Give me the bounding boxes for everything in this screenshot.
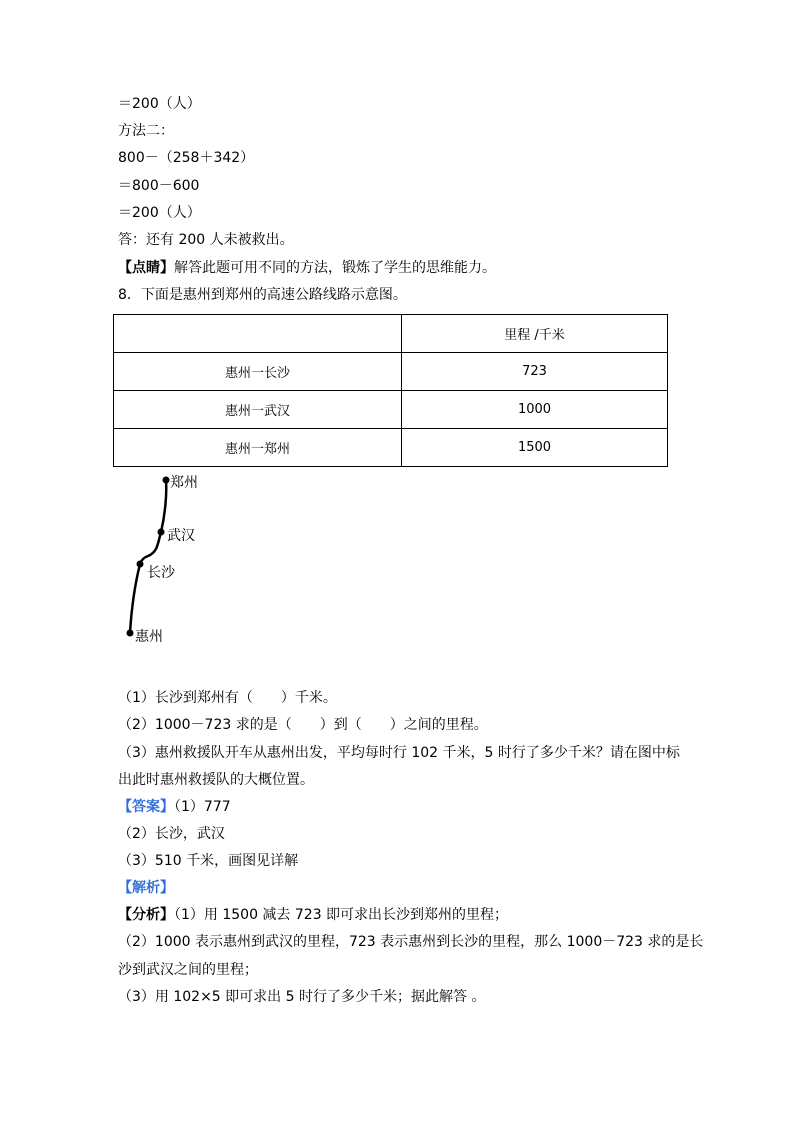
table-header-cell bbox=[114, 315, 402, 353]
table-row bbox=[114, 391, 668, 429]
answer-tag: 【答案】 bbox=[118, 799, 174, 815]
analysis-p1: （1）用 1500 减去 723 即可求出长沙到郑州的里程； bbox=[174, 907, 509, 923]
analysis-line-3: （3）用 102×5 即可求出 5 时行了多少千米；据此解答 。 bbox=[118, 989, 486, 1005]
question-8-title: 8．下面是惠州到郑州的高速公路线路示意图。 bbox=[118, 287, 407, 303]
map-label-changsha: 长沙 bbox=[147, 565, 175, 581]
table-cell-distance: 1000 bbox=[402, 391, 668, 429]
answer-2: （2）长沙，武汉 bbox=[118, 826, 225, 842]
table-cell-route: 惠州一郑州 bbox=[114, 429, 402, 467]
map-label-wuhan: 武汉 bbox=[167, 528, 195, 544]
question-1: （1）长沙到郑州有（ ）千米。 bbox=[118, 690, 337, 706]
analysis-line-2a: （2）1000 表示惠州到武汉的里程，723 表示惠州到长沙的里程，那么 1000－723 求的是长 bbox=[118, 934, 704, 950]
answer-3: （3）510 千米，画图见详解 bbox=[118, 853, 299, 869]
table-cell-distance: 723 bbox=[402, 353, 668, 391]
question-2: （2）1000－723 求的是（ ）到（ ）之间的里程。 bbox=[118, 717, 488, 733]
route-map bbox=[120, 470, 200, 645]
calc-line-3: 800－（258＋342） bbox=[118, 150, 255, 166]
analysis-line-1 bbox=[118, 905, 508, 925]
method-two-heading: 方法二： bbox=[118, 123, 174, 139]
table-cell-route: 惠州一武汉 bbox=[114, 391, 402, 429]
table-cell-route: 惠州一长沙 bbox=[114, 353, 402, 391]
table-header-row bbox=[114, 315, 668, 353]
map-label-huizhou: 惠州 bbox=[135, 629, 163, 645]
calc-line-5: ＝200（人） bbox=[118, 205, 201, 221]
question-3-line-2: 出此时惠州救援队的大概位置。 bbox=[118, 772, 314, 788]
table-row bbox=[114, 429, 668, 467]
fenxi-tag: 【分析】 bbox=[118, 907, 174, 923]
dianjing-line bbox=[118, 258, 496, 278]
answer-1: （1）777 bbox=[174, 799, 231, 815]
answer-line: 答：还有 200 人未被救出。 bbox=[118, 232, 294, 248]
zhengzhou-dot bbox=[163, 477, 170, 484]
calc-line-4: ＝800－600 bbox=[118, 178, 200, 194]
analysis-line-2b: 沙到武汉之间的里程； bbox=[118, 962, 258, 978]
map-label-zhengzhou: 郑州 bbox=[170, 475, 198, 491]
table-cell-distance: 1500 bbox=[402, 429, 668, 467]
analysis-tag: 【解析】 bbox=[118, 880, 174, 896]
changsha-dot bbox=[137, 561, 144, 568]
route-line bbox=[130, 480, 166, 633]
calc-line-1: ＝200（人） bbox=[118, 96, 201, 112]
table-row bbox=[114, 353, 668, 391]
answer-1-line bbox=[118, 797, 231, 817]
distance-table bbox=[113, 314, 668, 467]
huizhou-dot bbox=[127, 630, 134, 637]
dianjing-text: 解答此题可用不同的方法，锻炼了学生的思维能力。 bbox=[174, 260, 496, 276]
table-header-cell: 里程 /千米 bbox=[402, 315, 668, 353]
question-3-line-1: （3）惠州救援队开车从惠州出发，平均每时行 102 千米，5 时行了多少千米？请在图中标 bbox=[118, 745, 680, 761]
wuhan-dot bbox=[158, 529, 165, 536]
dianjing-tag: 【点睛】 bbox=[118, 260, 174, 276]
